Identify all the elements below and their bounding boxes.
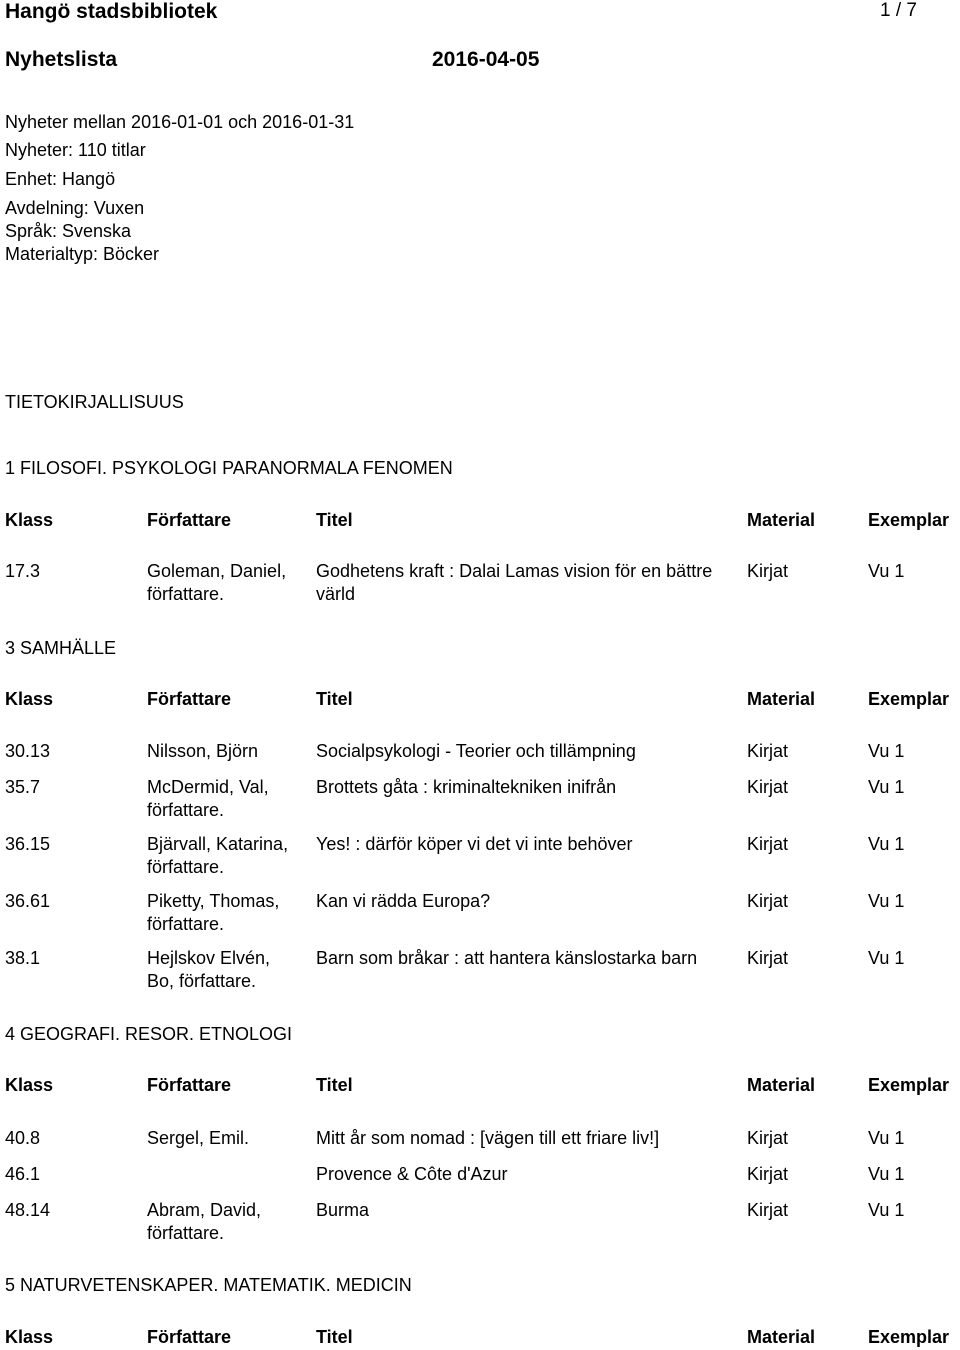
- cell-material: Kirjat: [747, 948, 789, 968]
- col-titel: Titel: [316, 689, 353, 709]
- section-heading: 3 SAMHÄLLE: [5, 638, 117, 658]
- col-klass: Klass: [5, 689, 54, 709]
- cell-titel: Brottets gåta : kriminaltekniken inifrån: [316, 777, 617, 797]
- cell-material: Kirjat: [747, 1128, 789, 1148]
- section-heading: 4 GEOGRAFI. RESOR. ETNOLOGI: [5, 1024, 293, 1044]
- cell-exemplar: Vu 1: [868, 948, 905, 968]
- cell-titel: Socialpsykologi - Teorier och tillämpning: [316, 741, 636, 761]
- cell-forfattare: Hejlskov Elvén, Bo, författare.: [147, 948, 271, 991]
- col-titel: Titel: [316, 1327, 353, 1347]
- col-exemplar: Exemplar: [868, 689, 950, 709]
- meta-language: Språk: Svenska: [5, 221, 132, 241]
- cell-forfattare: Goleman, Daniel, författare.: [147, 561, 287, 604]
- library-name: Hangö stadsbibliotek: [5, 0, 218, 23]
- meta-date-range: Nyheter mellan 2016-01-01 och 2016-01-31: [5, 112, 355, 132]
- category-heading: TIETOKIRJALLISUUS: [5, 392, 184, 412]
- col-titel: Titel: [316, 510, 353, 530]
- cell-exemplar: Vu 1: [868, 561, 905, 581]
- meta-department: Avdelning: Vuxen: [5, 198, 145, 218]
- cell-exemplar: Vu 1: [868, 891, 905, 911]
- col-klass: Klass: [5, 1327, 54, 1347]
- cell-material: Kirjat: [747, 741, 789, 761]
- cell-forfattare: Sergel, Emil.: [147, 1128, 250, 1148]
- col-exemplar: Exemplar: [868, 1075, 950, 1095]
- cell-titel: Burma: [316, 1200, 370, 1220]
- meta-count: Nyheter: 110 titlar: [5, 140, 146, 160]
- report-date: 2016-04-05: [432, 48, 540, 71]
- cell-exemplar: Vu 1: [868, 1164, 905, 1184]
- col-material: Material: [747, 510, 816, 530]
- col-forfattare: Författare: [147, 689, 232, 709]
- cell-klass: 36.15: [5, 834, 51, 854]
- cell-exemplar: Vu 1: [868, 834, 905, 854]
- cell-exemplar: Vu 1: [868, 1200, 905, 1220]
- col-forfattare: Författare: [147, 1327, 232, 1347]
- col-material: Material: [747, 689, 816, 709]
- section-heading: 5 NATURVETENSKAPER. MATEMATIK. MEDICIN: [5, 1275, 412, 1295]
- col-klass: Klass: [5, 510, 54, 530]
- cell-klass: 48.14: [5, 1200, 51, 1220]
- cell-material: Kirjat: [747, 1200, 789, 1220]
- cell-material: Kirjat: [747, 561, 789, 581]
- cell-titel: Mitt år som nomad : [vägen till ett friare liv!]: [316, 1128, 660, 1148]
- cell-titel: Yes! : därför köper vi det vi inte behöver: [316, 834, 633, 854]
- cell-material: Kirjat: [747, 834, 789, 854]
- col-forfattare: Författare: [147, 510, 232, 530]
- cell-klass: 17.3: [5, 561, 41, 581]
- cell-titel: Provence & Côte d'Azur: [316, 1164, 508, 1184]
- cell-exemplar: Vu 1: [868, 1128, 905, 1148]
- cell-forfattare: McDermid, Val, författare.: [147, 777, 269, 820]
- meta-material-type: Materialtyp: Böcker: [5, 244, 160, 264]
- col-klass: Klass: [5, 1075, 54, 1095]
- cell-material: Kirjat: [747, 891, 789, 911]
- cell-forfattare: Abram, David, författare.: [147, 1200, 262, 1243]
- page-number: 1 / 7: [880, 0, 917, 21]
- col-exemplar: Exemplar: [868, 1327, 950, 1347]
- cell-klass: 46.1: [5, 1164, 41, 1184]
- cell-forfattare: Nilsson, Björn: [147, 741, 259, 761]
- cell-material: Kirjat: [747, 777, 789, 797]
- col-material: Material: [747, 1327, 816, 1347]
- cell-forfattare: Piketty, Thomas, författare.: [147, 891, 280, 934]
- col-titel: Titel: [316, 1075, 353, 1095]
- col-material: Material: [747, 1075, 816, 1095]
- cell-forfattare: Bjärvall, Katarina, författare.: [147, 834, 289, 877]
- col-forfattare: Författare: [147, 1075, 232, 1095]
- cell-klass: 30.13: [5, 741, 51, 761]
- meta-unit: Enhet: Hangö: [5, 169, 116, 189]
- cell-exemplar: Vu 1: [868, 777, 905, 797]
- cell-exemplar: Vu 1: [868, 741, 905, 761]
- cell-titel: Kan vi rädda Europa?: [316, 891, 491, 911]
- list-title: Nyhetslista: [5, 48, 118, 71]
- cell-material: Kirjat: [747, 1164, 789, 1184]
- cell-klass: 35.7: [5, 777, 41, 797]
- cell-klass: 36.61: [5, 891, 51, 911]
- section-heading: 1 FILOSOFI. PSYKOLOGI PARANORMALA FENOMEN: [5, 458, 453, 478]
- cell-titel: Barn som bråkar : att hantera känslostarka barn: [316, 948, 698, 968]
- cell-klass: 38.1: [5, 948, 41, 968]
- cell-titel: Godhetens kraft : Dalai Lamas vision för en bättre värld: [316, 561, 713, 604]
- col-exemplar: Exemplar: [868, 510, 950, 530]
- cell-klass: 40.8: [5, 1128, 41, 1148]
